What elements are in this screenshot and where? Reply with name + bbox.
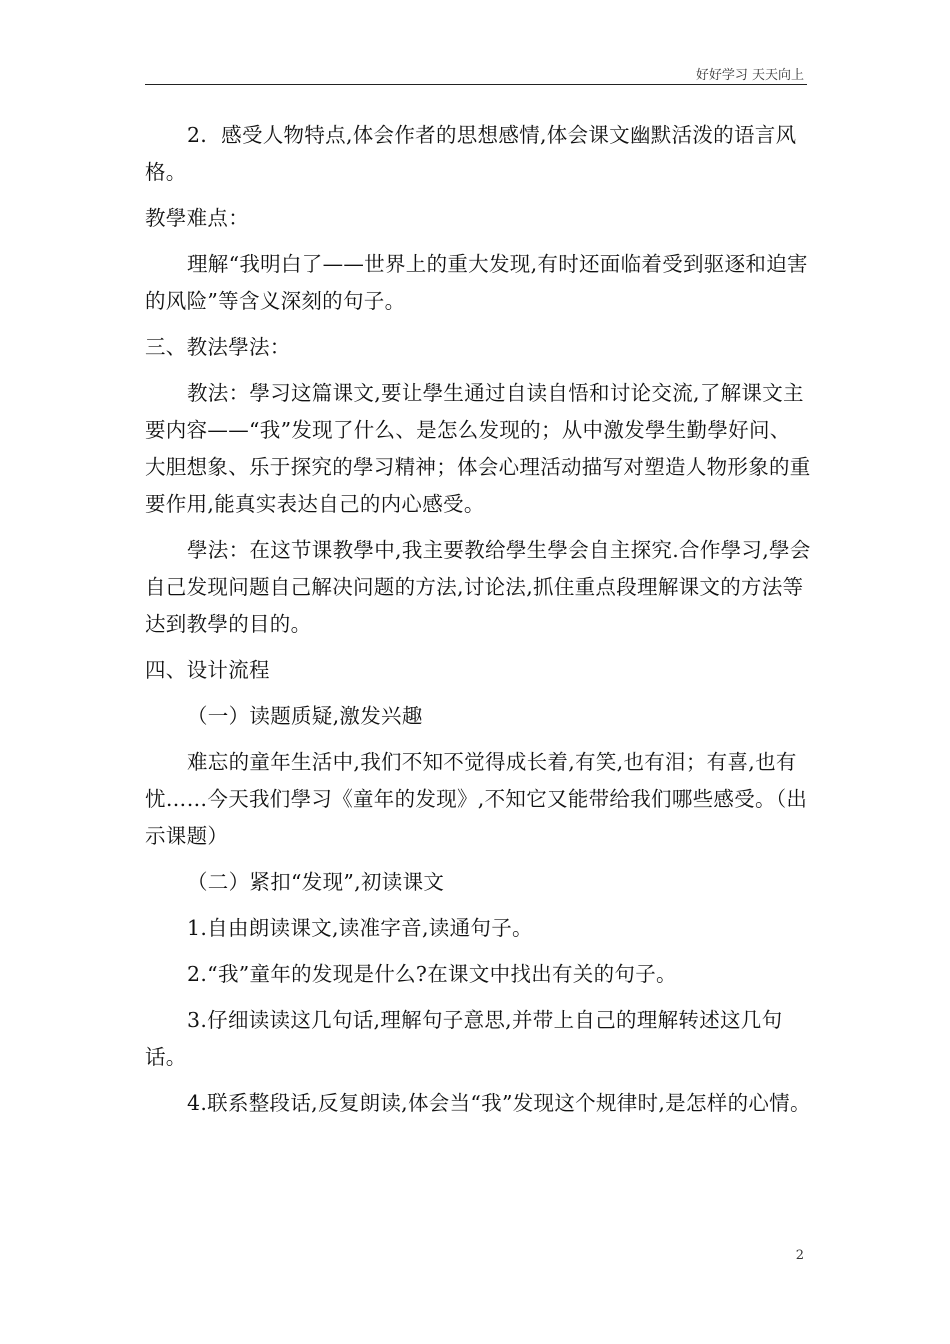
list-item: 2.“我”童年的发现是什么?在课文中找出有关的句子。 xyxy=(187,962,677,986)
section-heading: 三、教法學法： xyxy=(145,335,291,359)
list-item: 1.自由朗读课文,读准字音,读通句子。 xyxy=(187,916,533,940)
section-heading: 教學难点： xyxy=(145,206,249,230)
document-body xyxy=(145,117,811,1131)
sub-heading: （二）紧扣“发现”,初读课文 xyxy=(187,870,445,894)
paragraph: 教法：學习这篇课文,要让學生通过自读自悟和讨论交流,了解课文主要内容——“我”发现了什么、是怎么发现的；从中激发學生勤學好问、大胆想象、乐于探究的學习精神；体会心理活动描写对塑造人物形象的重要作用,能真实表达自己的内心感受。 xyxy=(145,381,811,516)
page-number: 2 xyxy=(795,1248,804,1263)
list-item: 3.仔细读读这几句话,理解句子意思,并带上自己的理解转述这几句话。 xyxy=(145,1008,783,1069)
paragraph: 理解“我明白了——世界上的重大发现,有时还面临着受到驱逐和迫害的风险”等含义深刻的句子。 xyxy=(145,252,808,313)
paragraph: 难忘的童年生活中,我们不知不觉得成长着,有笑,也有泪；有喜,也有忧……今天我们學习《童年的发现》,不知它又能带给我们哪些感受。（出示课题） xyxy=(145,750,808,848)
paragraph: 2．感受人物特点,体会作者的思想感情,体会课文幽默活泼的语言风格。 xyxy=(145,123,797,184)
list-item: 4.联系整段话,反复朗读,体会当“我”发现这个规律时,是怎样的心情。 xyxy=(187,1091,811,1115)
header-text: 好好学习 天天向上 xyxy=(695,68,804,83)
section-heading: 四、设计流程 xyxy=(145,658,270,682)
sub-heading: （一）读题质疑,激发兴趣 xyxy=(187,704,423,728)
paragraph: 學法：在这节课教學中,我主要教给學生學会自主探究.合作學习,學会自己发现问题自己解决问题的方法,讨论法,抓住重点段理解课文的方法等达到教學的目的。 xyxy=(145,538,811,636)
header-rule xyxy=(145,84,807,85)
